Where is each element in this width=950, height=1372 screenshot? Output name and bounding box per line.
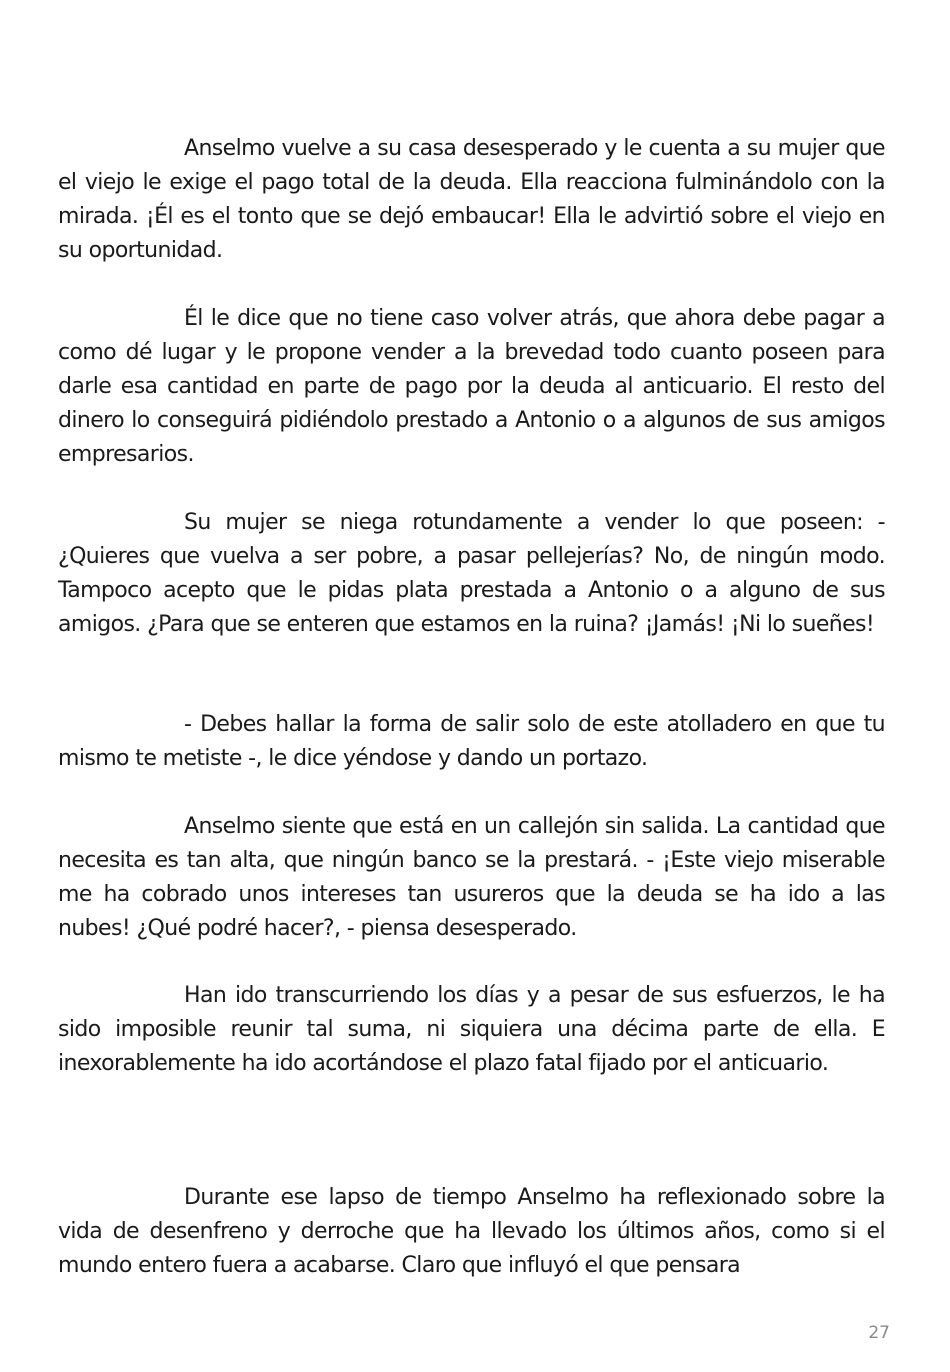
paragraph-6: Han ido transcurriendo los días y a pesar de sus esfuerzos, le ha sido imposible reunir tal suma, ni siquiera una décima parte de ella. E inexorablemente ha ido acortándose el plazo fatal fijado por el anticuario. — [58, 983, 885, 1076]
paragraph-1: Anselmo vuelve a su casa desesperado y le cuenta a su mujer que el viejo le exige el pago total de la deuda. Ella reacciona fulminándolo con la mirada. ¡Él es el tonto que se dejó embaucar! Ella le advirtió sobre el viejo en su oportunidad. — [58, 136, 885, 263]
page-number: 27 — [868, 1323, 890, 1343]
paragraph-5: Anselmo siente que está en un callejón sin salida. La cantidad que necesita es tan alta, que ningún banco se la prestará. - ¡Este viejo miserable me ha cobrado unos intereses tan usureros que la deuda se ha ido a las nubes! ¿Qué podré hacer?, - piensa desesperado. — [58, 814, 885, 941]
paragraph-3: Su mujer se niega rotundamente a vender lo que poseen: - ¿Quieres que vuelva a ser pobre, a pasar pellejerías? No, de ningún modo. Tampoco acepto que le pidas plata prestada a Antonio o a alguno de sus amigos. ¿Para que se enteren que estamos en la ruina? ¡Jamás! ¡Ni lo sueñes! — [58, 510, 885, 637]
paragraph-4: - Debes hallar la forma de salir solo de este atolladero en que tu mismo te metiste -, le dice yéndose y dando un portazo. — [58, 712, 885, 771]
paragraph-7: Durante ese lapso de tiempo Anselmo ha reflexionado sobre la vida de desenfreno y derroche que ha llevado los últimos años, como si el mundo entero fuera a acabarse. Claro que influyó el que pensara — [58, 1185, 885, 1278]
paragraph-2: Él le dice que no tiene caso volver atrás, que ahora debe pagar a como dé lugar y le propone vender a la brevedad todo cuanto poseen para darle esa cantidad en parte de pago por la deuda al anticuario. El resto del dinero lo conseguirá pidiéndolo prestado a Antonio o a algunos de sus amigos empresarios. — [58, 306, 885, 467]
